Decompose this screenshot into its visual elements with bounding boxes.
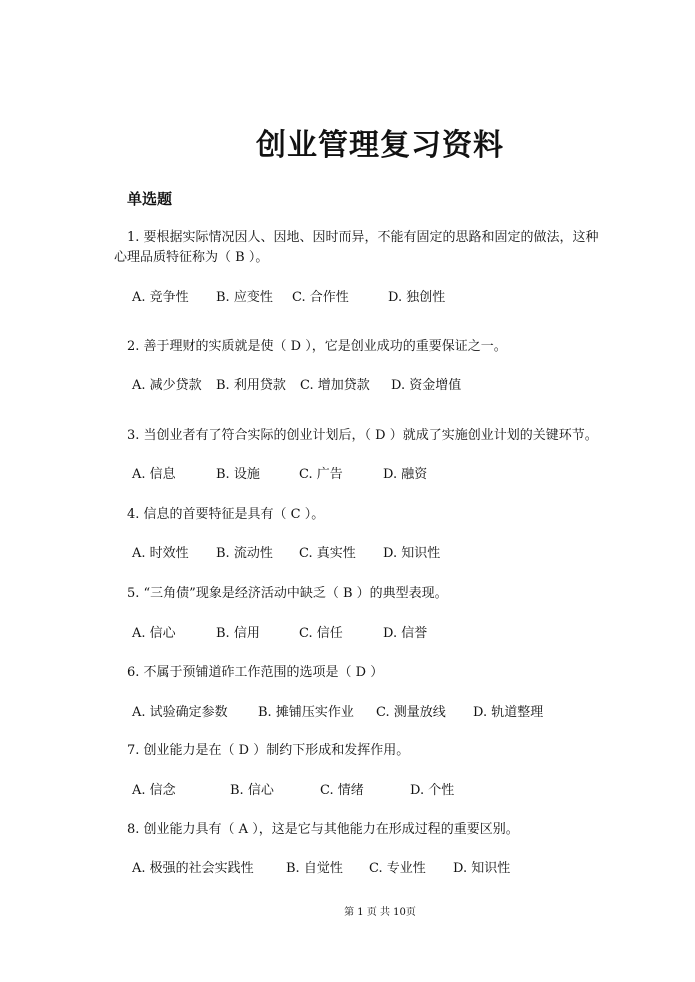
option-c: C. 广告 (299, 467, 343, 482)
option-a: A. 信心 (132, 626, 176, 641)
question-7-options (132, 782, 454, 800)
option-d: D. 知识性 (453, 861, 511, 876)
option-b: B. 设施 (216, 467, 260, 482)
question-6-text: 6. 不属于预铺道砟工作范围的选项是（ D ） (127, 665, 384, 680)
option-a: A. 极强的社会实践性 (132, 861, 254, 876)
option-d: D. 资金增值 (391, 378, 462, 393)
option-b: B. 利用贷款 (216, 378, 286, 393)
option-c: C. 真实性 (299, 546, 356, 561)
question-1-text-cont: 心理品质特征称为（ B ）。 (114, 250, 269, 265)
question-4-options (132, 545, 440, 563)
option-a: A. 试验确定参数 (132, 705, 228, 720)
question-5-options (132, 625, 427, 643)
option-d: D. 信誉 (383, 626, 428, 641)
question-3-text: 3. 当创业者有了符合实际的创业计划后，（ D ）就成了实施创业计划的关键环节。 (127, 428, 598, 443)
option-c: C. 情绪 (320, 783, 364, 798)
option-c: C. 合作性 (292, 290, 349, 305)
option-c: C. 测量放线 (376, 705, 446, 720)
question-5-text: 5. “三角债”现象是经济活动中缺乏（ B ）的典型表现。 (127, 586, 448, 601)
question-3-options (132, 466, 427, 484)
question-1-options (132, 289, 445, 307)
option-c: C. 增加贷款 (300, 378, 370, 393)
option-b: B. 摊铺压实作业 (258, 705, 354, 720)
option-c: C. 专业性 (369, 861, 426, 876)
document-title: 创业管理复习资料 (256, 128, 504, 163)
option-c: C. 信任 (299, 626, 343, 641)
option-a: A. 信念 (132, 783, 176, 798)
option-d: D. 独创性 (388, 290, 446, 305)
option-b: B. 自觉性 (286, 861, 343, 876)
question-2-text: 2. 善于理财的实质就是使（ D ），它是创业成功的重要保证之一。 (127, 339, 507, 354)
option-d: D. 个性 (410, 783, 455, 798)
question-4-text: 4. 信息的首要特征是具有（ C ）。 (127, 507, 325, 522)
option-a: A. 减少贷款 (132, 378, 202, 393)
question-1-text: 1. 要根据实际情况因人、因地、因时而异，不能有固定的思路和固定的做法，这种 (127, 230, 599, 245)
page-footer: 第 1 页 共 10页 (344, 907, 416, 918)
option-b: B. 流动性 (216, 546, 273, 561)
question-8-options (132, 860, 510, 878)
option-d: D. 融资 (383, 467, 428, 482)
option-b: B. 应变性 (216, 290, 273, 305)
question-2-options (132, 377, 461, 395)
option-a: A. 竞争性 (132, 290, 189, 305)
question-6-options (132, 704, 543, 722)
option-a: A. 信息 (132, 467, 176, 482)
option-a: A. 时效性 (132, 546, 189, 561)
option-b: B. 信用 (216, 626, 260, 641)
option-b: B. 信心 (230, 783, 274, 798)
option-d: D. 轨道整理 (473, 705, 544, 720)
question-7-text: 7. 创业能力是在（ D ）制约下形成和发挥作用。 (127, 743, 410, 758)
section-heading: 单选题 (127, 190, 173, 208)
question-8-text: 8. 创业能力具有（ A ），这是它与其他能力在形成过程的重要区别。 (127, 822, 519, 837)
option-d: D. 知识性 (383, 546, 441, 561)
